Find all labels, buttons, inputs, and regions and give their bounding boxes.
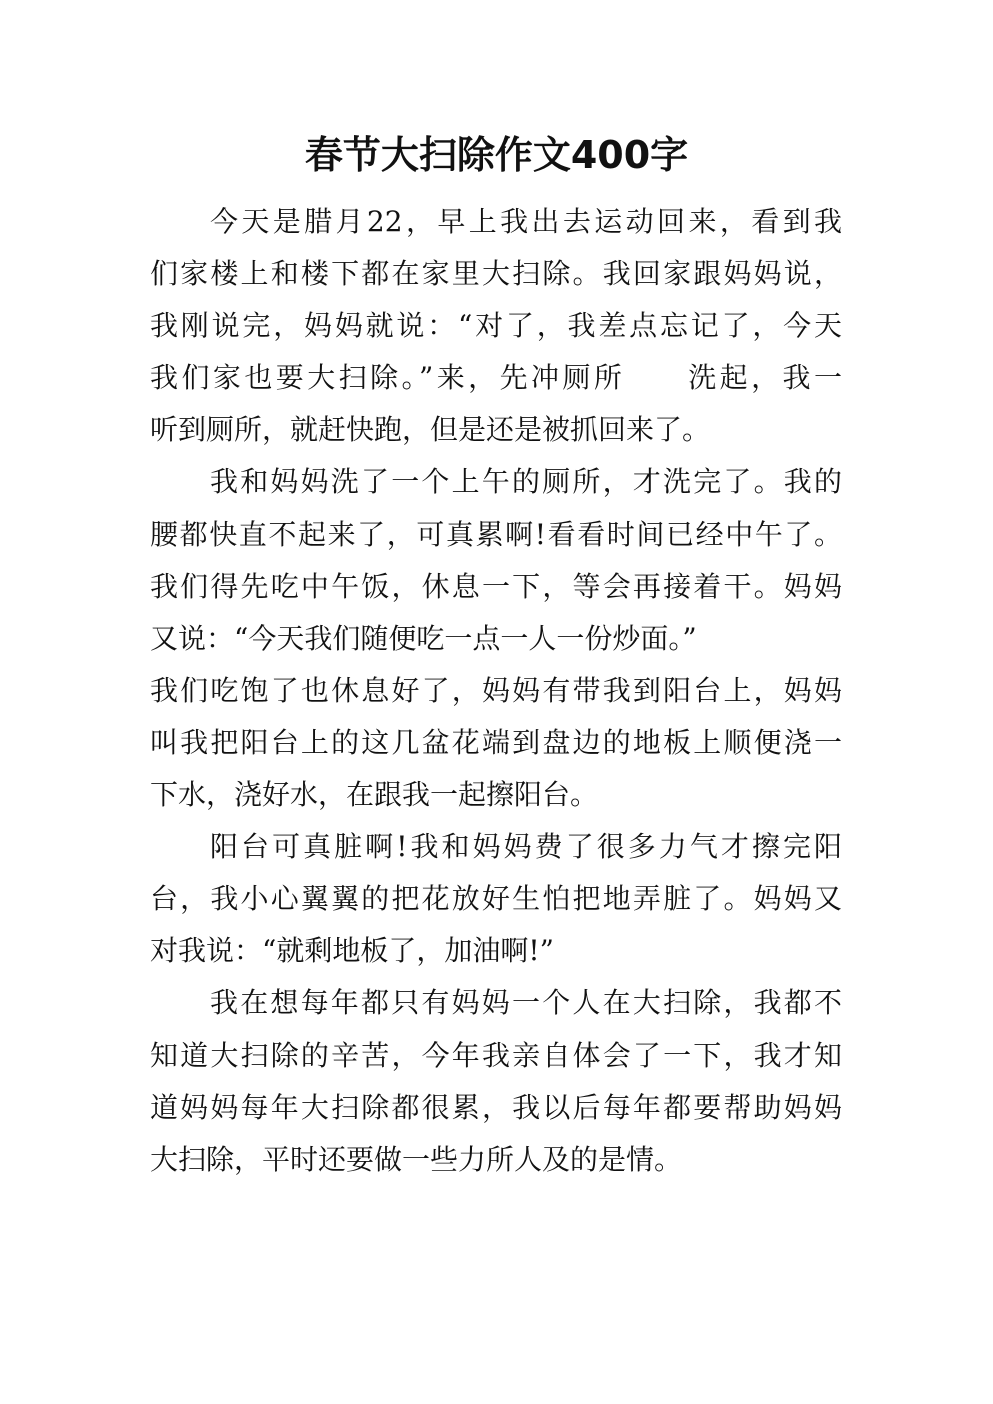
text-line: 今天是腊月22，早上我出去运动回来，看到我 xyxy=(210,205,842,238)
text-line: 我们吃饱了也休息好了，妈妈有带我到阳台上，妈妈 xyxy=(150,673,842,707)
text-line: 台，我小心翼翼的把花放好生怕把地弄脏了。妈妈又 xyxy=(150,882,842,916)
text-line: 下水，浇好水，在跟我一起擦阳台。 xyxy=(150,778,599,812)
text-line: 听到厕所，就赶快跑，但是还是被抓回来了。 xyxy=(150,413,711,447)
essay-body xyxy=(150,196,842,1186)
text-line: 我们家也要大扫除。”来，先冲厕所 洗起，我一 xyxy=(150,361,842,395)
text-line: 对我说：“就剩地板了，加油啊!” xyxy=(150,934,554,968)
text-line: 我刚说完，妈妈就说：“对了，我差点忘记了，今天 xyxy=(150,309,842,343)
text-line: 我和妈妈洗了一个上午的厕所，才洗完了。我的 xyxy=(210,465,842,499)
text-line: 知道大扫除的辛苦，今年我亲自体会了一下，我才知 xyxy=(150,1038,842,1072)
text-line: 腰都快直不起来了，可真累啊!看看时间已经中午了。 xyxy=(150,517,842,551)
text-line: 我在想每年都只有妈妈一个人在大扫除，我都不 xyxy=(210,986,842,1020)
text-line: 们家楼上和楼下都在家里大扫除。我回家跟妈妈说， xyxy=(150,257,842,291)
text-line: 大扫除，平时还要做一些力所人及的是情。 xyxy=(150,1142,683,1176)
text-line: 我们得先吃中午饭，休息一下，等会再接着干。妈妈 xyxy=(150,569,842,603)
text-line: 又说：“今天我们随便吃一点一人一份炒面。” xyxy=(150,621,697,655)
text-line: 阳台可真脏啊!我和妈妈费了很多力气才擦完阳 xyxy=(210,830,842,864)
text-line: 叫我把阳台上的这几盆花端到盘边的地板上顺便浇一 xyxy=(150,725,842,759)
text-line: 道妈妈每年大扫除都很累，我以后每年都要帮助妈妈 xyxy=(150,1090,842,1124)
document-title: 春节大扫除作文400字 xyxy=(304,133,689,177)
